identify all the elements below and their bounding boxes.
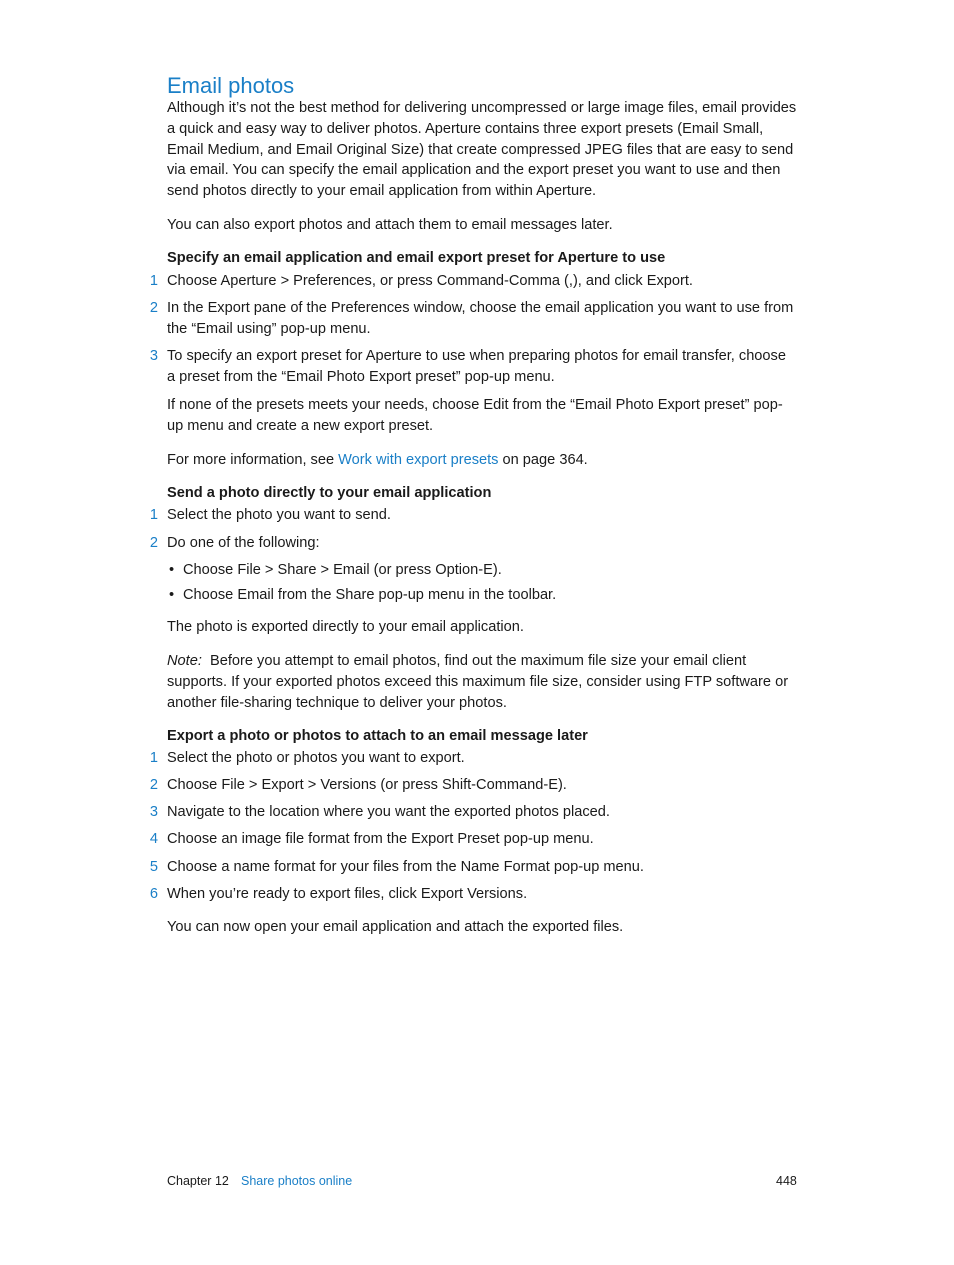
footer-page-number: 448 — [776, 1174, 797, 1188]
step-text: Select the photo or photos you want to export. — [167, 750, 465, 766]
more-info-suffix: on page 364. — [498, 452, 588, 468]
step-text: Choose a name format for your files from the Name Format pop-up menu. — [167, 859, 644, 875]
step-text: When you’re ready to export files, click Export Versions. — [167, 886, 528, 902]
more-info-paragraph — [167, 450, 797, 471]
step-text: Do one of the following: — [167, 535, 320, 551]
step-number: 1 — [149, 750, 158, 766]
step-number: 1 — [149, 507, 158, 523]
note-text: Before you attempt to email photos, find out the maximum file size your email client supports. If your exported photos exceed this maximum file size, consider using FTP software or another file-sharing technique to deliver your photos. — [167, 653, 789, 711]
export-presets-link[interactable]: Work with export presets — [338, 452, 499, 468]
footer-chapter-link[interactable]: Share photos online — [241, 1174, 353, 1188]
step-text: Navigate to the location where you want the exported photos placed. — [167, 804, 610, 820]
section-heading-export: Export a photo or photos to attach to an email message later — [167, 728, 588, 744]
export-result: You can now open your email application and attach the exported files. — [167, 919, 624, 935]
step-text: In the Export pane of the Preferences window, choose the email application you want to use from the “Email using” pop-up menu. — [167, 300, 794, 337]
intro-paragraph: Although it’s not the best method for delivering uncompressed or large image files, email provides a quick and easy way to deliver photos. Aperture contains three export presets (Email Small, Email Medium, and Email Original Size) that create compressed JPEG files that are easy to send via email. You can specify the email application and the export preset you want to use and then send photos directly to your email application from within Aperture. — [167, 100, 797, 200]
step-text: Choose File > Export > Versions (or press Shift-Command-E). — [167, 777, 567, 793]
send-result: The photo is exported directly to your email application. — [167, 619, 524, 635]
presets-followup: If none of the presets meets your needs, choose Edit from the “Email Photo Export preset” pop-up menu and create a new export preset. — [167, 397, 783, 434]
step-number: 2 — [149, 777, 158, 793]
bullet-text: Choose File > Share > Email (or press Option-E). — [183, 562, 502, 578]
step-number: 2 — [149, 535, 158, 551]
bullet-text: Choose Email from the Share pop-up menu in the toolbar. — [183, 587, 557, 603]
note-label: Note: — [167, 653, 202, 669]
step-text: Choose an image file format from the Export Preset pop-up menu. — [167, 831, 594, 847]
note-paragraph — [167, 651, 797, 713]
bullet-dot-icon: • — [169, 562, 175, 578]
bullet-dot-icon: • — [169, 587, 175, 603]
intro-paragraph-2: You can also export photos and attach them to email messages later. — [167, 217, 613, 233]
step-text: Select the photo you want to send. — [167, 507, 391, 523]
section-heading-send: Send a photo directly to your email application — [167, 485, 492, 501]
step-number: 2 — [149, 300, 158, 316]
step-number: 3 — [149, 348, 158, 364]
step-text: Choose Aperture > Preferences, or press Command-Comma (,), and click Export. — [167, 273, 693, 289]
section-heading-specify: Specify an email application and email export preset for Aperture to use — [167, 250, 666, 266]
step-number: 5 — [149, 859, 158, 875]
step-number: 3 — [149, 804, 158, 820]
step-number: 4 — [149, 831, 158, 847]
more-info-prefix: For more information, see — [167, 452, 339, 468]
step-number: 6 — [149, 886, 158, 902]
page-title: Email photos — [167, 73, 295, 98]
footer-chapter: Chapter 12 — [167, 1174, 229, 1188]
step-text: To specify an export preset for Aperture to use when preparing photos for email transfer, choose a preset from the “Email Photo Export preset” pop-up menu. — [167, 348, 786, 385]
step-number: 1 — [149, 273, 158, 289]
